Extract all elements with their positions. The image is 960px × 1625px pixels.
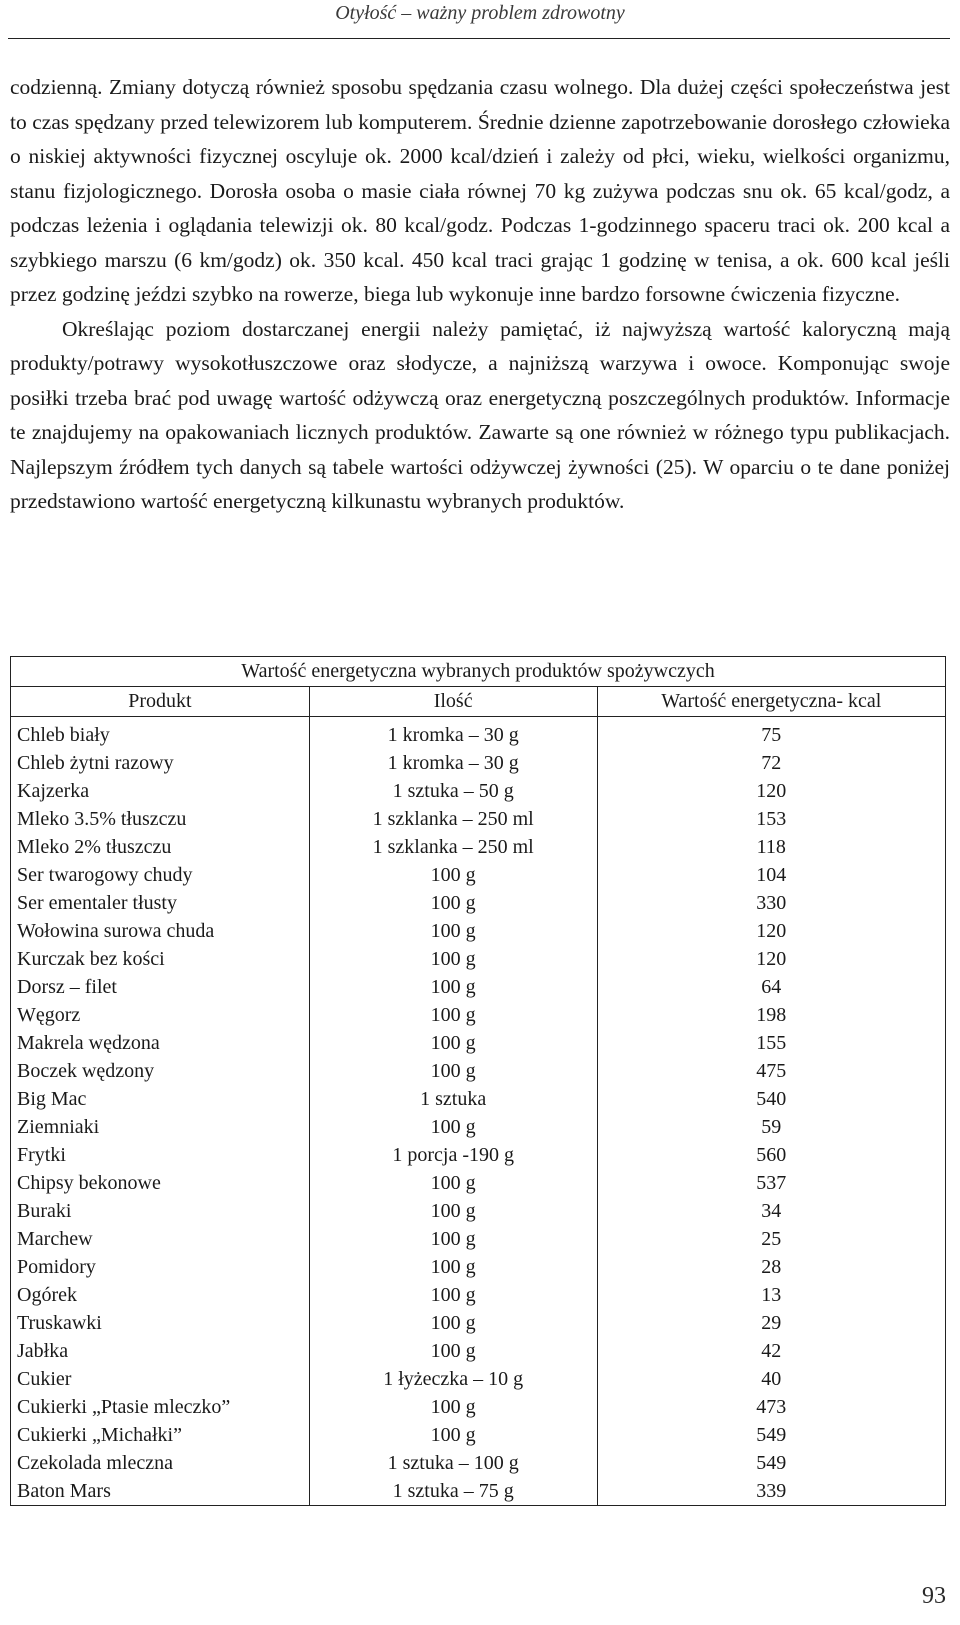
table-row bbox=[11, 777, 946, 805]
quantity-cell: 100 g bbox=[309, 1169, 597, 1197]
paragraph: Określając poziom dostarczanej energii należy pamiętać, iż najwyższą wartość kaloryczną mają produkty/potrawy wysokotłuszczowe oraz słodycze, a najniższą warzywa i owoce. Komponując swoje posiłki trzeba brać pod uwagę wartość odżywczą oraz energetyczną poszczególnych produktów. Informacje te znajdujemy na opakowaniach licznych produktów. Zawarte są one również w różnego typu publikacjach. Najlepszym źródłem tych danych są tabele wartości odżywczej żywności (25). W oparciu o te dane poniżej przedstawiono wartość energetyczną kilkunastu wybranych produktów. bbox=[10, 316, 950, 513]
quantity-cell: 100 g bbox=[309, 1001, 597, 1029]
product-name-cell: Frytki bbox=[11, 1141, 310, 1169]
product-name-cell: Wołowina surowa chuda bbox=[11, 917, 310, 945]
product-name-cell: Jabłka bbox=[11, 1337, 310, 1365]
table-row bbox=[11, 1197, 946, 1225]
product-name-cell: Ser ementaler tłusty bbox=[11, 889, 310, 917]
quantity-cell: 100 g bbox=[309, 1029, 597, 1057]
quantity-cell: 100 g bbox=[309, 1393, 597, 1421]
product-name-cell: Ogórek bbox=[11, 1281, 310, 1309]
energy-kcal-cell: 13 bbox=[597, 1281, 945, 1309]
quantity-cell: 1 łyżeczka – 10 g bbox=[309, 1365, 597, 1393]
energy-kcal-cell: 29 bbox=[597, 1309, 945, 1337]
table-row bbox=[11, 1169, 946, 1197]
energy-table-container bbox=[10, 656, 946, 1506]
table-row bbox=[11, 1421, 946, 1449]
energy-value-table bbox=[10, 656, 946, 1506]
energy-kcal-cell: 28 bbox=[597, 1253, 945, 1281]
quantity-cell: 100 g bbox=[309, 945, 597, 973]
table-body bbox=[11, 717, 946, 1506]
table-row bbox=[11, 889, 946, 917]
table-row bbox=[11, 1365, 946, 1393]
quantity-cell: 1 porcja -190 g bbox=[309, 1141, 597, 1169]
column-header: Ilość bbox=[309, 687, 597, 717]
energy-kcal-cell: 34 bbox=[597, 1197, 945, 1225]
energy-kcal-cell: 118 bbox=[597, 833, 945, 861]
product-name-cell: Chleb żytni razowy bbox=[11, 749, 310, 777]
quantity-cell: 100 g bbox=[309, 861, 597, 889]
table-caption: Wartość energetyczna wybranych produktów spożywczych bbox=[11, 657, 946, 687]
table-header-row bbox=[11, 687, 946, 717]
table-row bbox=[11, 1085, 946, 1113]
table-row bbox=[11, 1449, 946, 1477]
table-row bbox=[11, 1057, 946, 1085]
product-name-cell: Kurczak bez kości bbox=[11, 945, 310, 973]
quantity-cell: 100 g bbox=[309, 1197, 597, 1225]
product-name-cell: Boczek wędzony bbox=[11, 1057, 310, 1085]
energy-kcal-cell: 42 bbox=[597, 1337, 945, 1365]
body-text bbox=[10, 70, 950, 519]
product-name-cell: Chipsy bekonowe bbox=[11, 1169, 310, 1197]
quantity-cell: 1 kromka – 30 g bbox=[309, 749, 597, 777]
energy-kcal-cell: 153 bbox=[597, 805, 945, 833]
energy-kcal-cell: 198 bbox=[597, 1001, 945, 1029]
quantity-cell: 1 kromka – 30 g bbox=[309, 717, 597, 750]
quantity-cell: 100 g bbox=[309, 917, 597, 945]
quantity-cell: 100 g bbox=[309, 1253, 597, 1281]
table-row bbox=[11, 945, 946, 973]
table-row bbox=[11, 973, 946, 1001]
energy-kcal-cell: 40 bbox=[597, 1365, 945, 1393]
product-name-cell: Baton Mars bbox=[11, 1477, 310, 1506]
table-row bbox=[11, 1337, 946, 1365]
energy-kcal-cell: 104 bbox=[597, 861, 945, 889]
header-divider bbox=[8, 38, 950, 39]
table-row bbox=[11, 805, 946, 833]
energy-kcal-cell: 120 bbox=[597, 917, 945, 945]
energy-kcal-cell: 560 bbox=[597, 1141, 945, 1169]
product-name-cell: Węgorz bbox=[11, 1001, 310, 1029]
quantity-cell: 100 g bbox=[309, 1225, 597, 1253]
table-row bbox=[11, 1281, 946, 1309]
quantity-cell: 100 g bbox=[309, 1113, 597, 1141]
product-name-cell: Chleb biały bbox=[11, 717, 310, 750]
product-name-cell: Cukierki „Michałki” bbox=[11, 1421, 310, 1449]
quantity-cell: 100 g bbox=[309, 1057, 597, 1085]
quantity-cell: 1 sztuka – 50 g bbox=[309, 777, 597, 805]
energy-kcal-cell: 120 bbox=[597, 777, 945, 805]
product-name-cell: Truskawki bbox=[11, 1309, 310, 1337]
energy-kcal-cell: 475 bbox=[597, 1057, 945, 1085]
table-row bbox=[11, 717, 946, 750]
product-name-cell: Cukier bbox=[11, 1365, 310, 1393]
product-name-cell: Ser twarogowy chudy bbox=[11, 861, 310, 889]
energy-kcal-cell: 155 bbox=[597, 1029, 945, 1057]
energy-kcal-cell: 72 bbox=[597, 749, 945, 777]
product-name-cell: Czekolada mleczna bbox=[11, 1449, 310, 1477]
energy-kcal-cell: 540 bbox=[597, 1085, 945, 1113]
column-header: Wartość energetyczna- kcal bbox=[597, 687, 945, 717]
table-row bbox=[11, 1113, 946, 1141]
table-row bbox=[11, 1029, 946, 1057]
product-name-cell: Marchew bbox=[11, 1225, 310, 1253]
product-name-cell: Dorsz – filet bbox=[11, 973, 310, 1001]
quantity-cell: 100 g bbox=[309, 889, 597, 917]
energy-kcal-cell: 549 bbox=[597, 1449, 945, 1477]
quantity-cell: 1 szklanka – 250 ml bbox=[309, 833, 597, 861]
table-row bbox=[11, 917, 946, 945]
energy-kcal-cell: 64 bbox=[597, 973, 945, 1001]
quantity-cell: 1 sztuka – 75 g bbox=[309, 1477, 597, 1506]
table-row bbox=[11, 1001, 946, 1029]
table-row bbox=[11, 749, 946, 777]
table-row bbox=[11, 1225, 946, 1253]
quantity-cell: 1 szklanka – 250 ml bbox=[309, 805, 597, 833]
table-row bbox=[11, 1393, 946, 1421]
energy-kcal-cell: 330 bbox=[597, 889, 945, 917]
product-name-cell: Kajzerka bbox=[11, 777, 310, 805]
quantity-cell: 100 g bbox=[309, 1309, 597, 1337]
quantity-cell: 1 sztuka – 100 g bbox=[309, 1449, 597, 1477]
energy-kcal-cell: 75 bbox=[597, 717, 945, 750]
table-row bbox=[11, 1477, 946, 1506]
product-name-cell: Cukierki „Ptasie mleczko” bbox=[11, 1393, 310, 1421]
quantity-cell: 1 sztuka bbox=[309, 1085, 597, 1113]
energy-kcal-cell: 339 bbox=[597, 1477, 945, 1506]
column-header: Produkt bbox=[11, 687, 310, 717]
product-name-cell: Ziemniaki bbox=[11, 1113, 310, 1141]
product-name-cell: Mleko 2% tłuszczu bbox=[11, 833, 310, 861]
table-row bbox=[11, 1253, 946, 1281]
paragraph: codzienną. Zmiany dotyczą również sposobu spędzania czasu wolnego. Dla dużej części społeczeństwa jest to czas spędzany przed telewizorem lub komputerem. Średnie dzienne zapotrzebowanie dorosłego człowieka o niskiej aktywności fizycznej oscyluje ok. 2000 kcal/dzień i zależy od płci, wieku, wielkości organizmu, stanu fizjologicznego. Dorosła osoba o masie ciała równej 70 kg zużywa podczas snu ok. 65 kcal/godz, a podczas leżenia i oglądania telewizji ok. 80 kcal/godz. Podczas 1-godzinnego spaceru traci ok. 200 kcal a szybkiego marszu (6 km/godz) ok. 350 kcal. 450 kcal traci grając 1 godzinę w tenisa, a ok. 600 kcal jeśli przez godzinę jeździ szybko na rowerze, biega lub wykonuje inne bardzo forsowne ćwiczenia fizyczne. bbox=[10, 75, 950, 306]
quantity-cell: 100 g bbox=[309, 973, 597, 1001]
table-row bbox=[11, 833, 946, 861]
energy-kcal-cell: 59 bbox=[597, 1113, 945, 1141]
energy-kcal-cell: 25 bbox=[597, 1225, 945, 1253]
product-name-cell: Buraki bbox=[11, 1197, 310, 1225]
product-name-cell: Mleko 3.5% tłuszczu bbox=[11, 805, 310, 833]
quantity-cell: 100 g bbox=[309, 1421, 597, 1449]
energy-kcal-cell: 120 bbox=[597, 945, 945, 973]
quantity-cell: 100 g bbox=[309, 1337, 597, 1365]
product-name-cell: Pomidory bbox=[11, 1253, 310, 1281]
running-header: Otyłość – ważny problem zdrowotny bbox=[335, 2, 625, 24]
table-row bbox=[11, 861, 946, 889]
energy-kcal-cell: 537 bbox=[597, 1169, 945, 1197]
table-row bbox=[11, 1309, 946, 1337]
table-row bbox=[11, 1141, 946, 1169]
product-name-cell: Big Mac bbox=[11, 1085, 310, 1113]
page-number: 93 bbox=[922, 1583, 946, 1609]
quantity-cell: 100 g bbox=[309, 1281, 597, 1309]
product-name-cell: Makrela wędzona bbox=[11, 1029, 310, 1057]
energy-kcal-cell: 549 bbox=[597, 1421, 945, 1449]
energy-kcal-cell: 473 bbox=[597, 1393, 945, 1421]
